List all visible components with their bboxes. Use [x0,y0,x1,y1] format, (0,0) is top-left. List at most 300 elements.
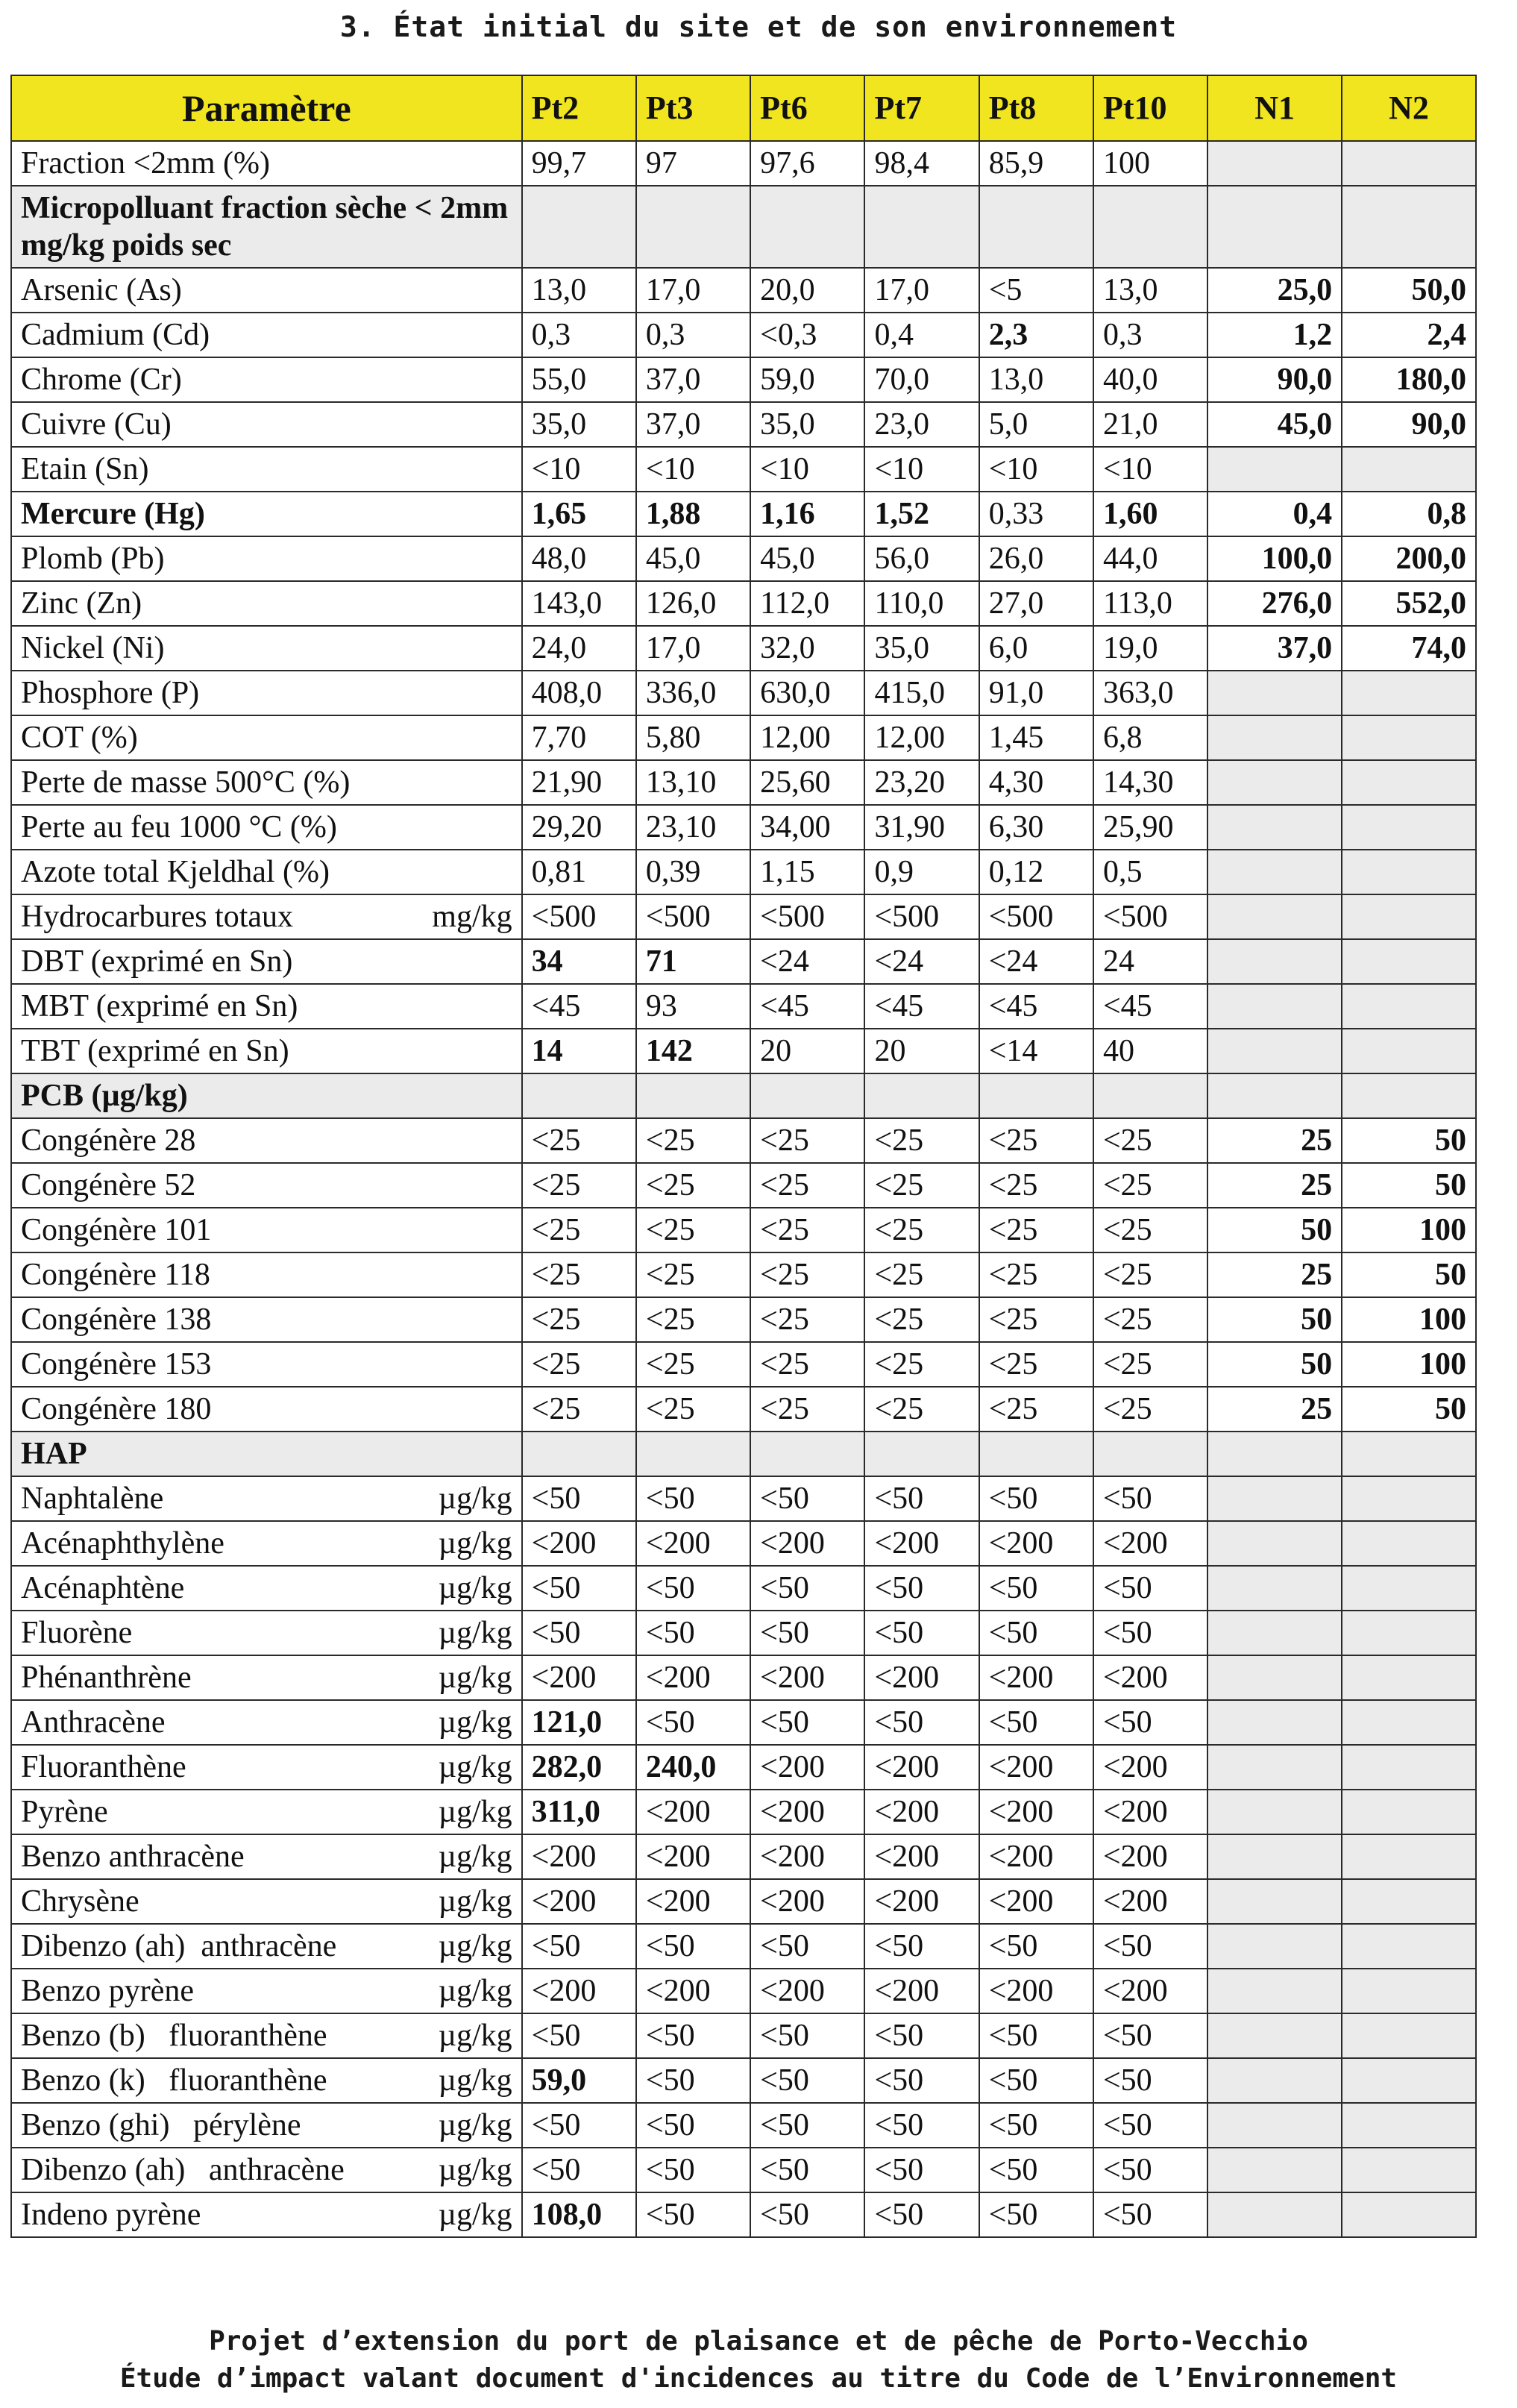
table-row [11,1745,1476,1790]
value-cell-pt10: <25 [1093,1208,1207,1252]
threshold-cell-n2 [1342,2148,1476,2192]
threshold-cell-n2 [1342,984,1476,1029]
value-cell-pt6: 20 [750,1029,864,1073]
value-cell-pt7: <50 [864,2013,979,2058]
value-cell-pt6: 32,0 [750,626,864,671]
threshold-cell-n1 [1207,2103,1342,2148]
threshold-cell-n2 [1342,1879,1476,1924]
threshold-cell-n1 [1207,984,1342,1029]
parameter-cell: Perte au feu 1000 °C (%) [11,805,522,850]
parameter-cell [11,2013,522,2058]
value-cell-pt3: 142 [636,1029,750,1073]
value-cell-pt10: 21,0 [1093,402,1207,447]
value-cell-pt7: <200 [864,1521,979,1566]
value-cell-pt8: <200 [979,1969,1093,2013]
value-cell-pt2: 311,0 [522,1790,636,1834]
table-row [11,671,1476,715]
threshold-cell-n1 [1207,805,1342,850]
threshold-cell-n2 [1342,1521,1476,1566]
empty-cell [750,1432,864,1476]
table-row [11,1252,1476,1297]
table-row [11,984,1476,1029]
value-cell-pt8: <25 [979,1387,1093,1432]
value-cell-pt3: <200 [636,1655,750,1700]
value-cell-pt7: 23,20 [864,760,979,805]
value-cell-pt2: <50 [522,1611,636,1655]
value-cell-pt10: <200 [1093,1969,1207,2013]
value-cell-pt10: <25 [1093,1387,1207,1432]
column-header-pt8: Pt8 [979,75,1093,141]
value-cell-pt10: 40 [1093,1029,1207,1073]
value-cell-pt2: 59,0 [522,2058,636,2103]
section-label: Micropolluant fraction sèche < 2mm mg/kg poids sec [11,186,522,268]
value-cell-pt8: <200 [979,1521,1093,1566]
empty-cell [1342,1432,1476,1476]
value-cell-pt10: 1,60 [1093,492,1207,536]
value-cell-pt8: <50 [979,1700,1093,1745]
threshold-cell-n1 [1207,2148,1342,2192]
value-cell-pt8: 26,0 [979,536,1093,581]
value-cell-pt8: <50 [979,2148,1093,2192]
value-cell-pt8: <200 [979,1790,1093,1834]
value-cell-pt8: <14 [979,1029,1093,1073]
value-cell-pt8: <25 [979,1208,1093,1252]
value-cell-pt7: <50 [864,1566,979,1611]
parameter-cell: Azote total Kjeldhal (%) [11,850,522,894]
threshold-cell-n2 [1342,1924,1476,1969]
value-cell-pt7: <25 [864,1387,979,1432]
threshold-cell-n2: 50 [1342,1163,1476,1208]
value-cell-pt6: <200 [750,1879,864,1924]
threshold-cell-n1: 25 [1207,1118,1342,1163]
value-cell-pt8: <45 [979,984,1093,1029]
empty-cell [636,1073,750,1118]
value-cell-pt3: <200 [636,1879,750,1924]
value-cell-pt6: <45 [750,984,864,1029]
value-cell-pt8: <50 [979,1924,1093,1969]
threshold-cell-n1: 50 [1207,1297,1342,1342]
parameter-cell [11,1611,522,1655]
empty-cell [750,186,864,268]
value-cell-pt8: 27,0 [979,581,1093,626]
parameter-name: Naphtalène [21,1482,164,1516]
threshold-cell-n1 [1207,1879,1342,1924]
value-cell-pt8: <25 [979,1118,1093,1163]
value-cell-pt10: <200 [1093,1655,1207,1700]
value-cell-pt8: 85,9 [979,141,1093,186]
threshold-cell-n1 [1207,1566,1342,1611]
threshold-cell-n1 [1207,894,1342,939]
parameter-cell: Fraction <2mm (%) [11,141,522,186]
value-cell-pt6: 630,0 [750,671,864,715]
threshold-cell-n1 [1207,1834,1342,1879]
parameter-unit: µg/kg [438,1616,512,1650]
value-cell-pt7: 110,0 [864,581,979,626]
threshold-cell-n2: 0,8 [1342,492,1476,536]
threshold-cell-n2: 2,4 [1342,313,1476,357]
value-cell-pt10: <50 [1093,2192,1207,2237]
value-cell-pt2: <50 [522,1566,636,1611]
value-cell-pt8: 6,0 [979,626,1093,671]
column-header-pt6: Pt6 [750,75,864,141]
threshold-cell-n2 [1342,850,1476,894]
value-cell-pt2: <25 [522,1252,636,1297]
threshold-cell-n2: 50 [1342,1252,1476,1297]
value-cell-pt2: <25 [522,1208,636,1252]
value-cell-pt6: <25 [750,1342,864,1387]
empty-cell [750,1073,864,1118]
value-cell-pt6: 35,0 [750,402,864,447]
value-cell-pt2: <200 [522,1655,636,1700]
threshold-cell-n1: 90,0 [1207,357,1342,402]
parameter-unit: µg/kg [438,1974,512,2008]
value-cell-pt2: 0,3 [522,313,636,357]
value-cell-pt10: <50 [1093,2013,1207,2058]
value-cell-pt6: <50 [750,1924,864,1969]
table-row [11,1834,1476,1879]
table-row [11,1387,1476,1432]
value-cell-pt7: <45 [864,984,979,1029]
threshold-cell-n2 [1342,805,1476,850]
parameter-cell: Mercure (Hg) [11,492,522,536]
parameter-cell: Etain (Sn) [11,447,522,492]
value-cell-pt8: <50 [979,1566,1093,1611]
value-cell-pt10: 44,0 [1093,536,1207,581]
value-cell-pt3: 1,88 [636,492,750,536]
value-cell-pt3: <50 [636,2103,750,2148]
parameter-cell [11,1745,522,1790]
parameter-cell: DBT (exprimé en Sn) [11,939,522,984]
parameter-unit: µg/kg [438,1571,512,1605]
value-cell-pt10: 6,8 [1093,715,1207,760]
parameter-cell [11,1700,522,1745]
parameter-cell [11,1566,522,1611]
parameter-name: Fluoranthène [21,1750,186,1784]
parameter-cell [11,1655,522,1700]
parameter-cell: Congénère 52 [11,1163,522,1208]
value-cell-pt6: <500 [750,894,864,939]
value-cell-pt3: 126,0 [636,581,750,626]
empty-cell [864,186,979,268]
threshold-cell-n1: 37,0 [1207,626,1342,671]
value-cell-pt8: 1,45 [979,715,1093,760]
value-cell-pt3: <50 [636,1566,750,1611]
value-cell-pt2: 35,0 [522,402,636,447]
table-row [11,1969,1476,2013]
table-row [11,357,1476,402]
threshold-cell-n1 [1207,1924,1342,1969]
value-cell-pt2: 1,65 [522,492,636,536]
value-cell-pt6: <25 [750,1252,864,1297]
empty-cell [1207,186,1342,268]
value-cell-pt6: 1,15 [750,850,864,894]
parameter-cell: Congénère 28 [11,1118,522,1163]
parameter-name: Indeno pyrène [21,2198,201,2232]
value-cell-pt3: <50 [636,1700,750,1745]
value-cell-pt10: 363,0 [1093,671,1207,715]
column-header-n2: N2 [1342,75,1476,141]
parameter-name: Pyrène [21,1795,108,1829]
parameter-cell [11,1521,522,1566]
value-cell-pt3: <50 [636,2013,750,2058]
value-cell-pt2: <50 [522,2148,636,2192]
value-cell-pt10: <25 [1093,1163,1207,1208]
page-header-title: 3. État initial du site et de son environnement [339,10,1178,43]
value-cell-pt8: <50 [979,1476,1093,1521]
value-cell-pt7: 56,0 [864,536,979,581]
value-cell-pt3: 97 [636,141,750,186]
value-cell-pt10: <50 [1093,2148,1207,2192]
value-cell-pt10: 0,3 [1093,313,1207,357]
value-cell-pt3: <200 [636,1790,750,1834]
value-cell-pt3: 13,10 [636,760,750,805]
section-label: PCB (µg/kg) [11,1073,522,1118]
parameter-cell: Phosphore (P) [11,671,522,715]
threshold-cell-n1: 50 [1207,1342,1342,1387]
table-row [11,402,1476,447]
value-cell-pt8: 0,33 [979,492,1093,536]
threshold-cell-n1 [1207,1969,1342,2013]
threshold-cell-n1 [1207,2058,1342,2103]
parameter-unit: µg/kg [438,2198,512,2232]
value-cell-pt3: <50 [636,2192,750,2237]
threshold-cell-n1: 25,0 [1207,268,1342,313]
parameter-cell: Congénère 101 [11,1208,522,1252]
value-cell-pt6: <25 [750,1297,864,1342]
threshold-cell-n2 [1342,1611,1476,1655]
parameter-unit: µg/kg [438,1840,512,1874]
value-cell-pt10: <500 [1093,894,1207,939]
empty-cell [864,1432,979,1476]
threshold-cell-n2 [1342,1029,1476,1073]
parameter-unit: µg/kg [438,2153,512,2187]
parameter-cell: Cuivre (Cu) [11,402,522,447]
parameter-cell [11,1924,522,1969]
value-cell-pt7: <50 [864,2058,979,2103]
value-cell-pt3: <25 [636,1342,750,1387]
value-cell-pt10: <200 [1093,1521,1207,1566]
table-row [11,1566,1476,1611]
empty-cell [636,186,750,268]
value-cell-pt2: 7,70 [522,715,636,760]
threshold-cell-n1 [1207,141,1342,186]
value-cell-pt8: <10 [979,447,1093,492]
table-row [11,536,1476,581]
threshold-cell-n1: 25 [1207,1163,1342,1208]
value-cell-pt3: <200 [636,1834,750,1879]
threshold-cell-n1 [1207,1655,1342,1700]
parameter-name: Anthracène [21,1705,166,1740]
parameter-name: Chrysène [21,1884,139,1919]
value-cell-pt3: 17,0 [636,268,750,313]
parameter-unit: µg/kg [438,1884,512,1919]
value-cell-pt10: 40,0 [1093,357,1207,402]
empty-cell [522,1073,636,1118]
value-cell-pt10: 24 [1093,939,1207,984]
value-cell-pt7: 17,0 [864,268,979,313]
parameter-cell: COT (%) [11,715,522,760]
value-cell-pt2: <200 [522,1879,636,1924]
value-cell-pt7: 23,0 [864,402,979,447]
value-cell-pt6: 20,0 [750,268,864,313]
section-row [11,1073,1476,1118]
value-cell-pt2: 0,81 [522,850,636,894]
value-cell-pt7: <25 [864,1297,979,1342]
value-cell-pt6: 45,0 [750,536,864,581]
parameter-name: Acénaphtène [21,1571,185,1605]
value-cell-pt10: <25 [1093,1252,1207,1297]
value-cell-pt10: <25 [1093,1297,1207,1342]
empty-cell [979,1073,1093,1118]
threshold-cell-n2 [1342,715,1476,760]
value-cell-pt2: <25 [522,1118,636,1163]
value-cell-pt6: <50 [750,2192,864,2237]
value-cell-pt7: <50 [864,2148,979,2192]
value-cell-pt3: <50 [636,2148,750,2192]
threshold-cell-n2 [1342,1790,1476,1834]
threshold-cell-n2: 552,0 [1342,581,1476,626]
value-cell-pt2: <10 [522,447,636,492]
parameter-cell [11,2192,522,2237]
column-header-pt7: Pt7 [864,75,979,141]
parameter-name: Fluorène [21,1616,133,1650]
empty-cell [864,1073,979,1118]
value-cell-pt7: <10 [864,447,979,492]
parameter-cell: Perte de masse 500°C (%) [11,760,522,805]
column-header-parametre: Paramètre [11,75,522,141]
value-cell-pt7: <25 [864,1118,979,1163]
value-cell-pt10: <50 [1093,2058,1207,2103]
value-cell-pt2: 121,0 [522,1700,636,1745]
value-cell-pt6: <50 [750,2103,864,2148]
value-cell-pt3: 23,10 [636,805,750,850]
table-row [11,2103,1476,2148]
value-cell-pt6: 25,60 [750,760,864,805]
value-cell-pt2: 34 [522,939,636,984]
value-cell-pt3: 17,0 [636,626,750,671]
value-cell-pt10: <50 [1093,1611,1207,1655]
table-row [11,141,1476,186]
value-cell-pt2: 14 [522,1029,636,1073]
value-cell-pt10: <45 [1093,984,1207,1029]
threshold-cell-n2 [1342,1700,1476,1745]
table-row [11,313,1476,357]
value-cell-pt2: 108,0 [522,2192,636,2237]
threshold-cell-n1 [1207,939,1342,984]
threshold-cell-n1 [1207,1029,1342,1073]
value-cell-pt6: <200 [750,1655,864,1700]
parameter-unit: µg/kg [438,1929,512,1963]
value-cell-pt7: <200 [864,1879,979,1924]
value-cell-pt8: <50 [979,2103,1093,2148]
value-cell-pt7: 12,00 [864,715,979,760]
parameter-cell [11,2148,522,2192]
value-cell-pt6: <25 [750,1208,864,1252]
threshold-cell-n1: 25 [1207,1387,1342,1432]
value-cell-pt3: <500 [636,894,750,939]
threshold-cell-n2 [1342,760,1476,805]
value-cell-pt8: <25 [979,1252,1093,1297]
value-cell-pt7: <25 [864,1208,979,1252]
section-label: HAP [11,1432,522,1476]
value-cell-pt8: <500 [979,894,1093,939]
value-cell-pt3: <25 [636,1252,750,1297]
value-cell-pt2: <25 [522,1297,636,1342]
parameter-unit: µg/kg [438,1750,512,1784]
value-cell-pt3: <50 [636,1924,750,1969]
parameter-cell: Congénère 138 [11,1297,522,1342]
value-cell-pt2: <50 [522,2013,636,2058]
parameter-cell: MBT (exprimé en Sn) [11,984,522,1029]
threshold-cell-n1 [1207,2013,1342,2058]
threshold-cell-n2: 50,0 [1342,268,1476,313]
page-footer [0,2323,1517,2398]
value-cell-pt10: <50 [1093,2103,1207,2148]
threshold-cell-n1 [1207,1700,1342,1745]
value-cell-pt6: <200 [750,1834,864,1879]
value-cell-pt6: <25 [750,1118,864,1163]
value-cell-pt3: 37,0 [636,402,750,447]
table-row [11,581,1476,626]
value-cell-pt7: 0,4 [864,313,979,357]
value-cell-pt6: <50 [750,1611,864,1655]
table-row [11,492,1476,536]
value-cell-pt6: <50 [750,1476,864,1521]
parameter-unit: µg/kg [438,1705,512,1740]
value-cell-pt8: <5 [979,268,1093,313]
value-cell-pt10: <50 [1093,1924,1207,1969]
threshold-cell-n1: 25 [1207,1252,1342,1297]
table-row [11,850,1476,894]
value-cell-pt10: <50 [1093,1476,1207,1521]
table-row [11,1924,1476,1969]
column-header-pt2: Pt2 [522,75,636,141]
value-cell-pt8: <25 [979,1342,1093,1387]
value-cell-pt8: <200 [979,1655,1093,1700]
value-cell-pt7: <50 [864,1924,979,1969]
parameter-cell [11,2058,522,2103]
table-row [11,1118,1476,1163]
value-cell-pt6: <50 [750,1566,864,1611]
parameter-name: Benzo anthracène [21,1840,245,1874]
threshold-cell-n1 [1207,1745,1342,1790]
table-row [11,626,1476,671]
parameter-unit: µg/kg [438,2063,512,2098]
parameter-cell: Plomb (Pb) [11,536,522,581]
threshold-cell-n2 [1342,1655,1476,1700]
value-cell-pt8: <50 [979,2058,1093,2103]
empty-cell [522,1432,636,1476]
value-cell-pt2: <200 [522,1969,636,2013]
threshold-cell-n1: 45,0 [1207,402,1342,447]
value-cell-pt7: <50 [864,2103,979,2148]
empty-cell [1207,1073,1342,1118]
value-cell-pt6: <24 [750,939,864,984]
value-cell-pt6: 12,00 [750,715,864,760]
threshold-cell-n2 [1342,141,1476,186]
value-cell-pt10: <50 [1093,1700,1207,1745]
value-cell-pt3: 45,0 [636,536,750,581]
threshold-cell-n2: 100 [1342,1342,1476,1387]
value-cell-pt3: 0,39 [636,850,750,894]
threshold-cell-n1: 1,2 [1207,313,1342,357]
table-row [11,268,1476,313]
value-cell-pt7: 0,9 [864,850,979,894]
value-cell-pt2: <200 [522,1521,636,1566]
empty-cell [1093,186,1207,268]
table-row [11,1655,1476,1700]
value-cell-pt3: <25 [636,1118,750,1163]
